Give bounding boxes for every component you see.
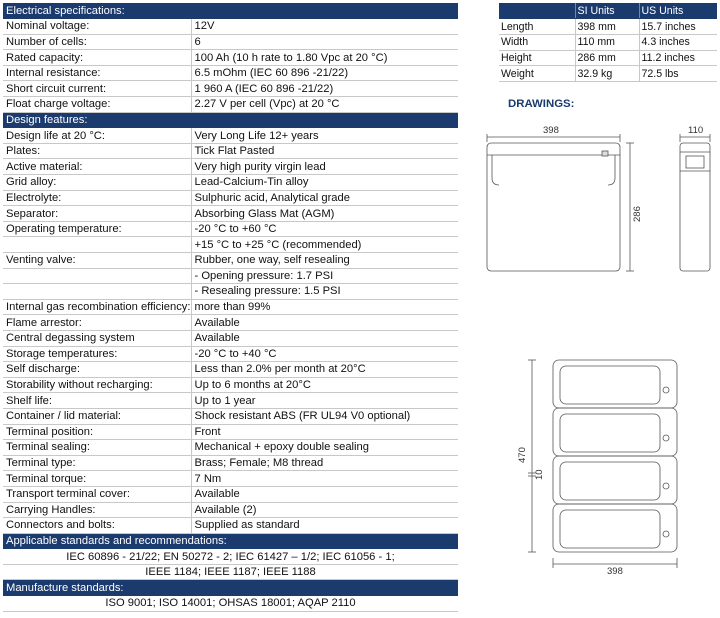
- dim-stack-height: 470: [517, 447, 528, 463]
- spec-row: [3, 143, 458, 159]
- dimensions-header-row: [499, 3, 717, 19]
- section-header: Design features:: [3, 112, 458, 128]
- dimensions-column-header: [499, 3, 575, 19]
- spec-value: -20 °C to +60 °C: [191, 221, 458, 237]
- spec-label: Plates:: [3, 143, 191, 159]
- spec-row: [3, 81, 458, 97]
- spec-row: [3, 34, 458, 50]
- dimensions-row: [499, 50, 717, 66]
- dim-side-width: 110: [688, 125, 704, 136]
- spec-label: Separator:: [3, 206, 191, 222]
- spec-label: Connectors and bolts:: [3, 518, 191, 534]
- spec-row: [3, 284, 458, 300]
- spec-label: [3, 284, 191, 300]
- spec-row: [3, 268, 458, 284]
- spec-row: [3, 518, 458, 534]
- side-view-drawing: [680, 134, 710, 271]
- drawings-title: DRAWINGS:: [508, 98, 575, 110]
- spec-value: 2.27 V per cell (Vpc) at 20 °C: [191, 97, 458, 113]
- dimensions-cell: 72.5 lbs: [639, 66, 717, 82]
- spec-row: [3, 175, 458, 191]
- spec-value: Sulphuric acid, Analytical grade: [191, 190, 458, 206]
- spec-value: -20 °C to +40 °C: [191, 346, 458, 362]
- spec-row: [3, 502, 458, 518]
- spec-value: more than 99%: [191, 299, 458, 315]
- spec-label: Storage temperatures:: [3, 346, 191, 362]
- spec-row: [3, 97, 458, 113]
- spec-value: 12V: [191, 19, 458, 35]
- spec-label: Nominal voltage:: [3, 19, 191, 35]
- spec-label: Electrolyte:: [3, 190, 191, 206]
- spec-value: Mechanical + epoxy double sealing: [191, 440, 458, 456]
- spec-row: [3, 315, 458, 331]
- dimensions-cell: 286 mm: [575, 50, 639, 66]
- spec-label: Number of cells:: [3, 34, 191, 50]
- spec-row: [3, 408, 458, 424]
- spec-value: Up to 6 months at 20°C: [191, 377, 458, 393]
- section-header-row: [3, 112, 458, 128]
- spec-row: [3, 393, 458, 409]
- spec-value: 100 Ah (10 h rate to 1.80 Vpc at 20 °C): [191, 50, 458, 66]
- dimensions-cell: Width: [499, 34, 575, 50]
- spec-row: [3, 159, 458, 175]
- spec-value: Very high purity virgin lead: [191, 159, 458, 175]
- spec-label: Active material:: [3, 159, 191, 175]
- dim-stack-length: 398: [607, 566, 623, 577]
- section-header-row: [3, 580, 458, 596]
- dimensions-cell: 32.9 kg: [575, 66, 639, 82]
- dimensions-cell: 110 mm: [575, 34, 639, 50]
- spec-row: [3, 128, 458, 144]
- spec-label: Self discharge:: [3, 362, 191, 378]
- dimensions-table: [499, 3, 717, 82]
- spec-label: Operating temperature:: [3, 221, 191, 237]
- dimensions-cell: 11.2 inches: [639, 50, 717, 66]
- section-header: Applicable standards and recommendations:: [3, 533, 458, 549]
- spec-row: [3, 346, 458, 362]
- standards-row: [3, 549, 458, 565]
- spec-row: [3, 237, 458, 253]
- spec-value: 6.5 mOhm (IEC 60 896 -21/22): [191, 65, 458, 81]
- spec-label: Short circuit current:: [3, 81, 191, 97]
- specifications-table: [3, 3, 458, 612]
- standards-text: IEC 60896 - 21/22; EN 50272 - 2; IEC 61427 – 1/2; IEC 61056 - 1;: [3, 549, 458, 565]
- spec-label: Flame arrestor:: [3, 315, 191, 331]
- dimensions-cell: Height: [499, 50, 575, 66]
- dimensions-row: [499, 19, 717, 35]
- spec-value: 6: [191, 34, 458, 50]
- dimensions-column-header: SI Units: [575, 3, 639, 19]
- spec-value: - Resealing pressure: 1.5 PSI: [191, 284, 458, 300]
- dimensions-column-header: US Units: [639, 3, 717, 19]
- dim-gap: 10: [534, 469, 545, 480]
- dimensions-cell: Weight: [499, 66, 575, 82]
- dimensions-cell: 15.7 inches: [639, 19, 717, 35]
- spec-value: Less than 2.0% per month at 20°C: [191, 362, 458, 378]
- spec-value: 7 Nm: [191, 471, 458, 487]
- standards-text: ISO 9001; ISO 14001; OHSAS 18001; AQAP 2110: [3, 596, 458, 612]
- spec-row: [3, 440, 458, 456]
- spec-label: [3, 268, 191, 284]
- section-header: Manufacture standards:: [3, 580, 458, 596]
- section-header-row: [3, 533, 458, 549]
- spec-label: Float charge voltage:: [3, 97, 191, 113]
- spec-row: [3, 455, 458, 471]
- spec-row: [3, 221, 458, 237]
- spec-label: Shelf life:: [3, 393, 191, 409]
- spec-row: [3, 253, 458, 269]
- section-header-row: [3, 3, 458, 19]
- spec-label: Grid alloy:: [3, 175, 191, 191]
- spec-label: Carrying Handles:: [3, 502, 191, 518]
- spec-value: 1 960 A (IEC 60 896 -21/22): [191, 81, 458, 97]
- dim-front-length: 398: [543, 125, 559, 136]
- spec-row: [3, 486, 458, 502]
- spec-row: [3, 19, 458, 35]
- standards-row: [3, 564, 458, 580]
- spec-value: Available: [191, 486, 458, 502]
- spec-label: Transport terminal cover:: [3, 486, 191, 502]
- section-header: Electrical specifications:: [3, 3, 458, 19]
- spec-value: Front: [191, 424, 458, 440]
- spec-row: [3, 65, 458, 81]
- spec-label: Internal gas recombination efficiency:: [3, 299, 191, 315]
- spec-label: Internal resistance:: [3, 65, 191, 81]
- spec-row: [3, 206, 458, 222]
- dimensions-row: [499, 66, 717, 82]
- spec-label: Terminal sealing:: [3, 440, 191, 456]
- spec-value: Tick Flat Pasted: [191, 143, 458, 159]
- spec-row: [3, 50, 458, 66]
- spec-value: - Opening pressure: 1.7 PSI: [191, 268, 458, 284]
- spec-label: Terminal position:: [3, 424, 191, 440]
- dimensions-cell: 4.3 inches: [639, 34, 717, 50]
- spec-label: Container / lid material:: [3, 408, 191, 424]
- spec-row: [3, 424, 458, 440]
- spec-value: Brass; Female; M8 thread: [191, 455, 458, 471]
- spec-value: Available: [191, 330, 458, 346]
- spec-value: Absorbing Glass Mat (AGM): [191, 206, 458, 222]
- spec-row: [3, 330, 458, 346]
- spec-value: Up to 1 year: [191, 393, 458, 409]
- spec-value: Very Long Life 12+ years: [191, 128, 458, 144]
- spec-value: Lead-Calcium-Tin alloy: [191, 175, 458, 191]
- spec-value: Shock resistant ABS (FR UL94 V0 optional): [191, 408, 458, 424]
- spec-label: [3, 237, 191, 253]
- spec-row: [3, 299, 458, 315]
- spec-row: [3, 190, 458, 206]
- dim-height: 286: [632, 206, 643, 222]
- spec-label: Terminal torque:: [3, 471, 191, 487]
- spec-value: Rubber, one way, self resealing: [191, 253, 458, 269]
- spec-value: Supplied as standard: [191, 518, 458, 534]
- spec-label: Storability without recharging:: [3, 377, 191, 393]
- front-view-drawing: [487, 134, 634, 271]
- standards-row: [3, 596, 458, 612]
- stacked-view-drawing: [528, 360, 677, 568]
- spec-label: Central degassing system: [3, 330, 191, 346]
- battery-drawings: [480, 118, 715, 588]
- dimensions-cell: Length: [499, 19, 575, 35]
- spec-row: [3, 377, 458, 393]
- spec-value: Available (2): [191, 502, 458, 518]
- standards-text: IEEE 1184; IEEE 1187; IEEE 1188: [3, 564, 458, 580]
- spec-row: [3, 471, 458, 487]
- spec-label: Rated capacity:: [3, 50, 191, 66]
- dimensions-row: [499, 34, 717, 50]
- dimensions-cell: 398 mm: [575, 19, 639, 35]
- spec-value: +15 °C to +25 °C (recommended): [191, 237, 458, 253]
- spec-label: Design life at 20 °C:: [3, 128, 191, 144]
- spec-label: Venting valve:: [3, 253, 191, 269]
- spec-value: Available: [191, 315, 458, 331]
- spec-label: Terminal type:: [3, 455, 191, 471]
- spec-row: [3, 362, 458, 378]
